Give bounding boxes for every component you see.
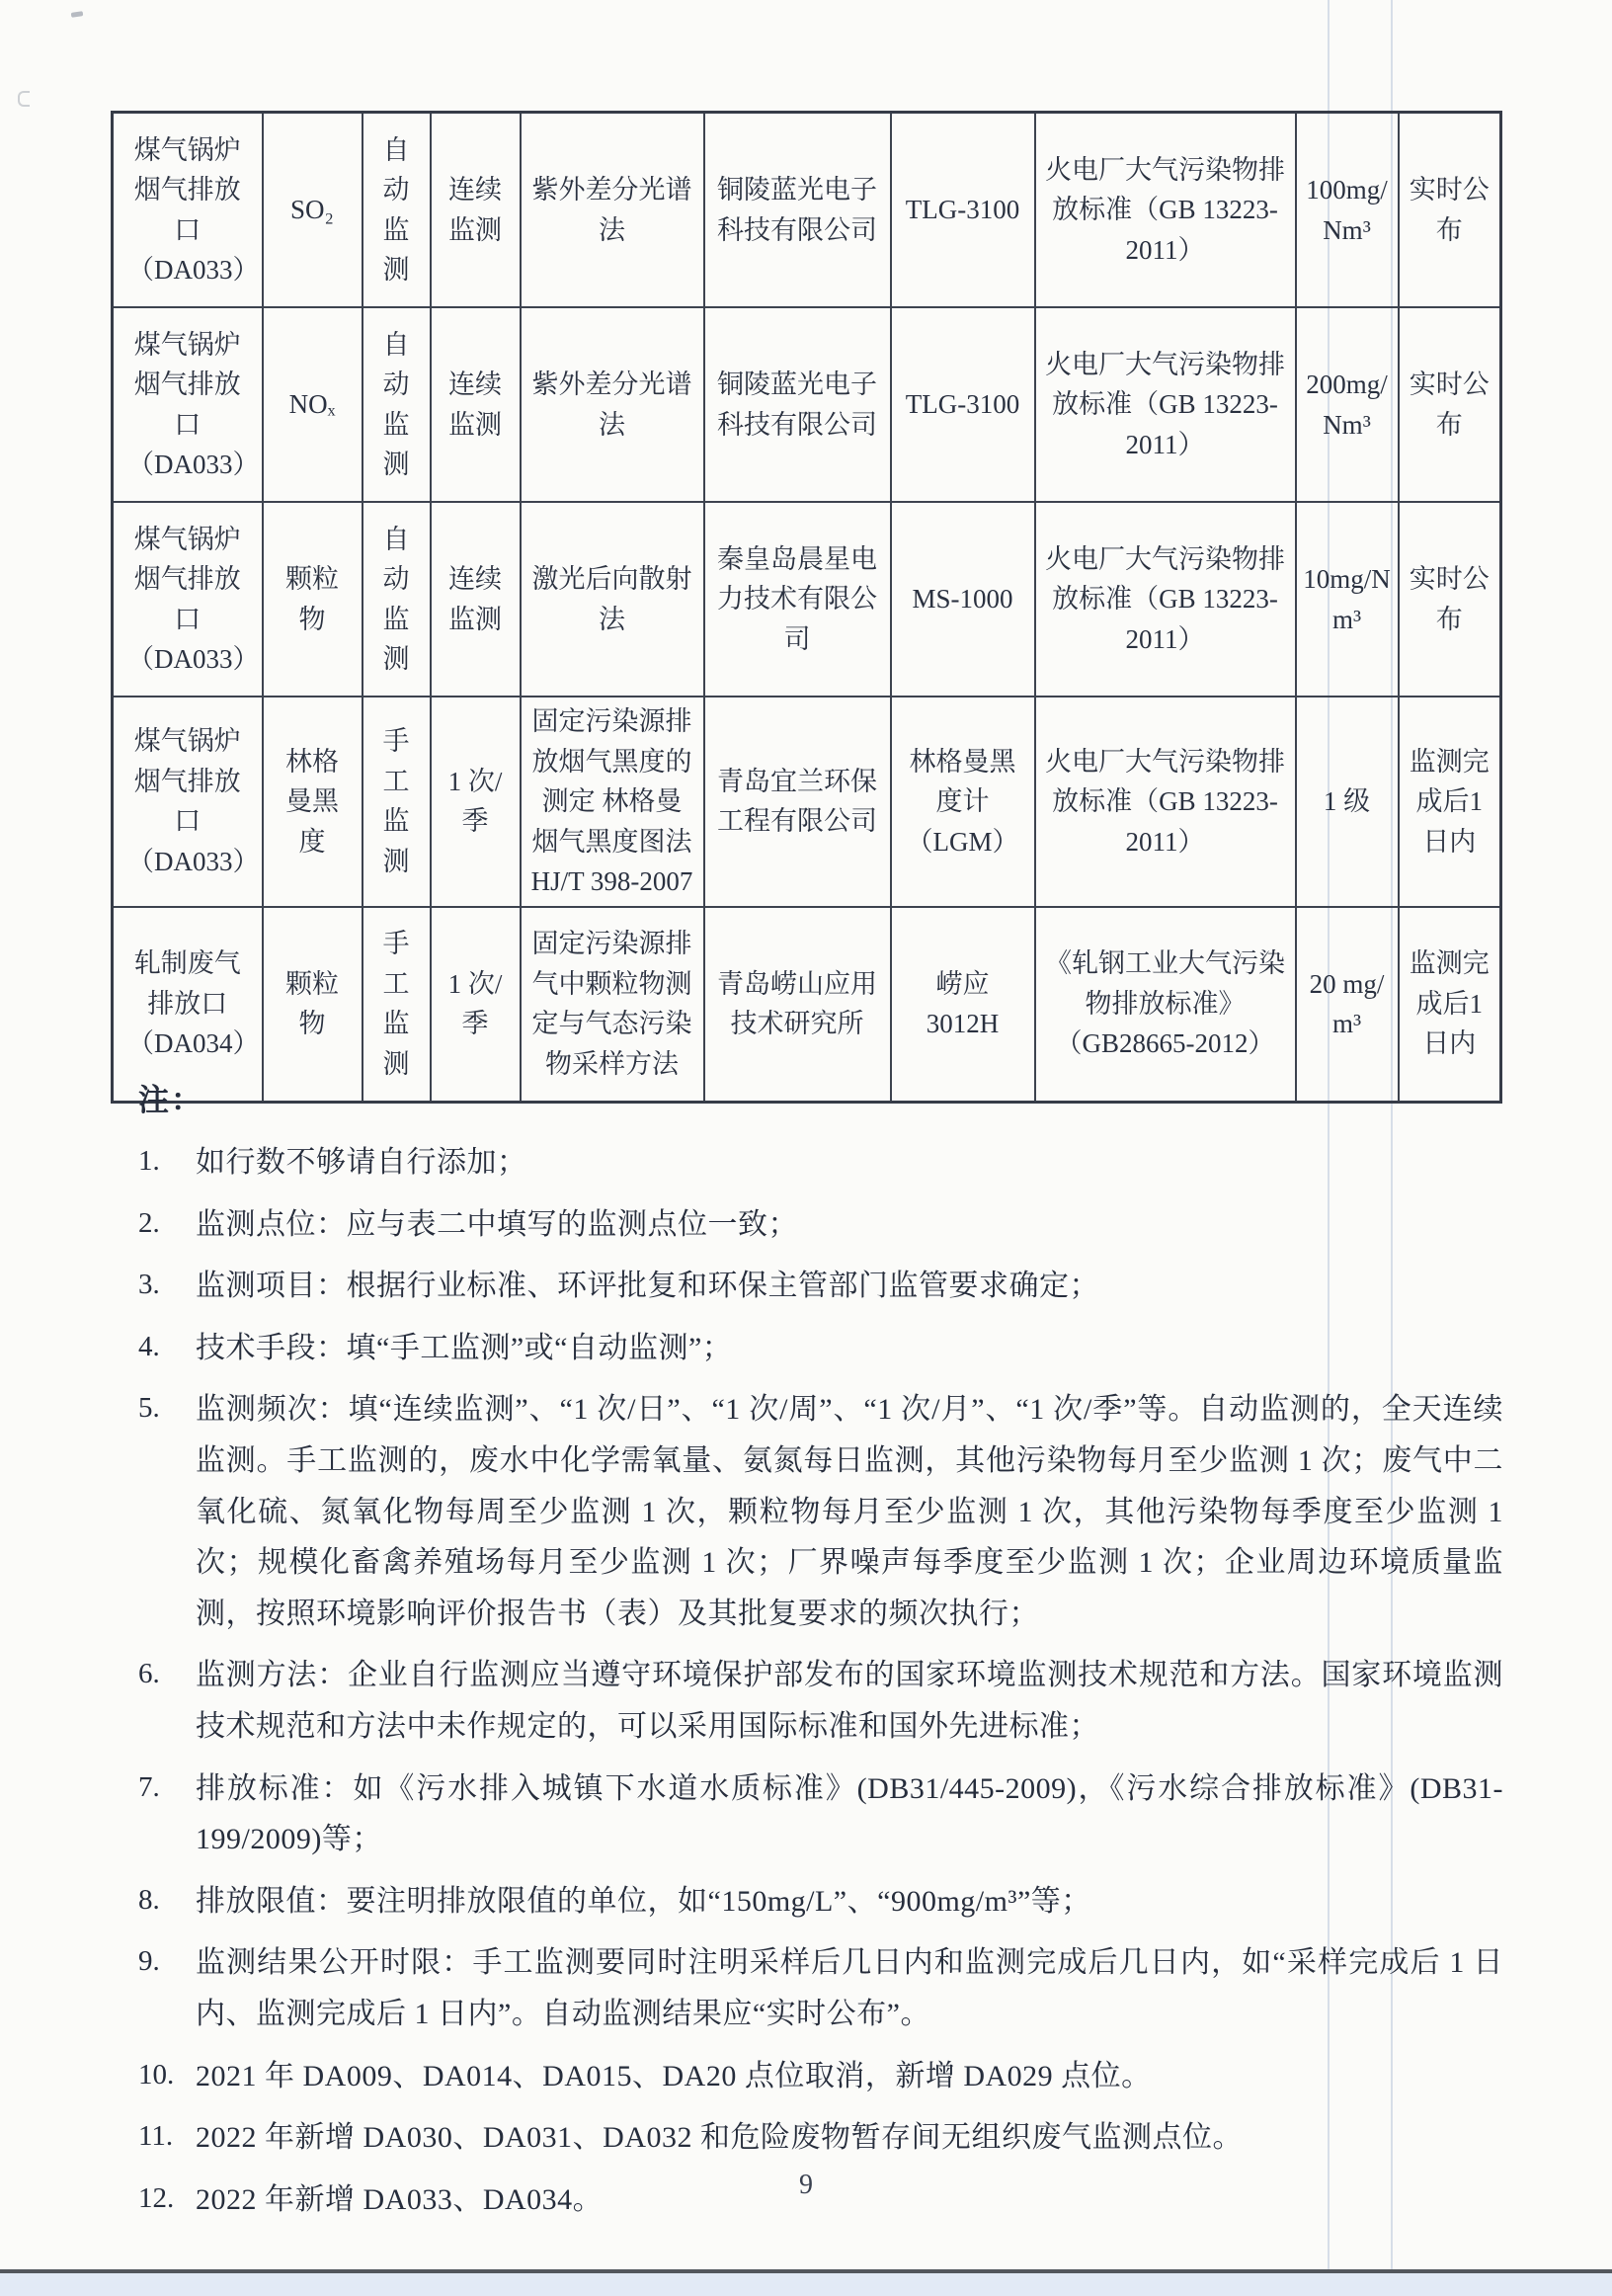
table-cell: 手工监测 [363,907,431,1103]
table-cell: TLG-3100 [891,113,1035,308]
table-cell: 煤气锅炉烟气排放口（DA033） [113,697,263,907]
table-cell: 紫外差分光谱法 [521,307,704,502]
table-cell: 200mg/Nm³ [1296,307,1399,502]
notes-section [138,1075,1503,2236]
table-cell: 轧制废气排放口（DA034） [113,907,263,1103]
table-cell: TLG-3100 [891,307,1035,502]
table-cell: NOₓ [263,307,363,502]
note-item [138,1261,1503,1312]
table-row [113,907,1501,1103]
table-cell: 火电厂大气污染物排放标准（GB 13223-2011） [1035,307,1296,502]
note-number: 3. [138,1269,160,1301]
table-cell: 秦皇岛晨星电力技术有限公司 [704,502,891,697]
note-item [138,1876,1503,1927]
table-cell: 100mg/Nm³ [1296,113,1399,308]
note-item [138,1763,1503,1865]
table-cell: 连续监测 [431,113,521,308]
scanner-bed-strip [0,2273,1612,2296]
table-cell: 颗粒物 [263,907,363,1103]
table-cell: 铜陵蓝光电子科技有限公司 [704,113,891,308]
table-cell: SO₂ [263,113,363,308]
note-text: 监测点位：应与表二中填写的监测点位一致； [196,1207,798,1241]
table-cell: 自动监测 [363,113,431,308]
table-cell: 紫外差分光谱法 [521,113,704,308]
note-item [138,1650,1503,1752]
note-number: 10. [138,2058,175,2091]
note-text: 2021 年 DA009、DA014、DA015、DA20 点位取消，新增 DA029 点位。 [196,2059,1152,2092]
table-cell: 监测完成后1日内 [1399,907,1501,1103]
note-number: 5. [138,1392,160,1425]
table-cell: 10mg/Nm³ [1296,502,1399,697]
note-text: 监测方法：企业自行监测应当遵守环境保护部发布的国家环境监测技术规范和方法。国家环境监测技术规范和方法中未作规定的，可以采用国际标准和国外先进标准； [196,1659,1503,1743]
table-row [113,113,1501,308]
note-text: 监测项目：根据行业标准、环评批复和环保主管部门监管要求确定； [196,1270,1099,1303]
note-text: 排放标准：如《污水排入城镇下水道水质标准》(DB31/445-2009)，《污水综合排放标准》(DB31-199/2009)等； [196,1771,1503,1856]
note-number: 4. [138,1330,160,1362]
table-cell: 自动监测 [363,502,431,697]
table-cell: 青岛崂山应用技术研究所 [704,907,891,1103]
table-cell: 崂应 3012H [891,907,1035,1103]
table-cell: 煤气锅炉烟气排放口（DA033） [113,113,263,308]
table-cell: 实时公布 [1399,113,1501,308]
table-cell: 煤气锅炉烟气排放口（DA033） [113,307,263,502]
note-text: 如行数不够请自行添加； [196,1146,527,1179]
table-row [113,697,1501,907]
table-cell: 连续监测 [431,502,521,697]
table-cell: 手工监测 [363,697,431,907]
note-text: 2022 年新增 DA033、DA034。 [196,2182,604,2216]
table-cell: 固定污染源排放烟气黑度的测定 林格曼烟气黑度图法 HJ/T 398-2007 [521,697,704,907]
note-item [138,2051,1503,2102]
table-cell: 煤气锅炉烟气排放口（DA033） [113,502,263,697]
table-cell: 监测完成后1日内 [1399,697,1501,907]
table-cell: 固定污染源排气中颗粒物测定与气态污染物采样方法 [521,907,704,1103]
table-cell: 火电厂大气污染物排放标准（GB 13223-2011） [1035,113,1296,308]
table-cell: 颗粒物 [263,502,363,697]
page-number: 9 [799,2170,813,2200]
table-cell: MS-1000 [891,502,1035,697]
note-item [138,1937,1503,2039]
note-number: 8. [138,1883,160,1916]
table-cell: 实时公布 [1399,307,1501,502]
table-cell: 铜陵蓝光电子科技有限公司 [704,307,891,502]
table-cell: 实时公布 [1399,502,1501,697]
note-item [138,1384,1503,1639]
table-cell: 1 次/季 [431,697,521,907]
note-text: 2022 年新增 DA030、DA031、DA032 和危险废物暂存间无组织废气监测点位。 [196,2121,1243,2155]
note-text: 技术手段：填“手工监测”或“自动监测”； [196,1331,733,1364]
table-cell: 连续监测 [431,307,521,502]
note-item [138,2112,1503,2164]
note-item [138,1137,1503,1189]
table-cell: 林格曼黑度计（LGM） [891,697,1035,907]
note-item [138,1199,1503,1251]
table-cell: 自动监测 [363,307,431,502]
table-cell: 20 mg/m³ [1296,907,1399,1103]
scan-noise-mark [71,11,84,18]
table-cell: 1 级 [1296,697,1399,907]
note-text: 监测频次：填“连续监测”、“1 次/日”、“1 次/周”、“1 次/月”、“1 次/季”等。自动监测的，全天连续监测。手工监测的，废水中化学需氧量、氨氮每日监测，其他污染物每月至少监测 1 次；废气中二氧化硫、氮氧化物每周至少监测 1 次，颗粒物每月至少监测 1 次，其他污染物每季度至少监测 1 次；规模化畜禽养殖场每月至少监测 1 次；厂界噪声每季度至少监测 1 次；企业周边环境质量监测，按照环境影响评价报告书（表）及其批复要求的频次执行； [196,1393,1503,1630]
table-cell: 激光后向散射法 [521,502,704,697]
note-number: 1. [138,1145,160,1177]
self-monitoring-table [111,111,1502,1104]
note-number: 12. [138,2181,175,2214]
notes-heading: 注： [138,1083,203,1117]
note-number: 9. [138,1945,160,1978]
table-cell: 1 次/季 [431,907,521,1103]
note-number: 6. [138,1658,160,1690]
note-number: 7. [138,1770,160,1803]
table-cell: 火电厂大气污染物排放标准（GB 13223-2011） [1035,697,1296,907]
note-item [138,1323,1503,1374]
notes-list [138,1137,1503,2225]
scan-noise-mark [18,91,30,107]
table-row [113,307,1501,502]
table-cell: 《轧钢工业大气污染物排放标准》（GB28665-2012） [1035,907,1296,1103]
note-text: 监测结果公开时限：手工监测要同时注明采样后几日内和监测完成后几日内，如“采样完成后 1 日内、监测完成后 1 日内”。自动监测结果应“实时公布”。 [196,1946,1503,2030]
table-cell: 青岛宜兰环保工程有限公司 [704,697,891,907]
note-number: 11. [138,2120,174,2153]
table-cell: 林格曼黑度 [263,697,363,907]
table-row [113,502,1501,697]
note-number: 2. [138,1206,160,1239]
note-text: 排放限值：要注明排放限值的单位，如“150mg/L”、“900mg/m³”等； [196,1884,1091,1918]
table-cell: 火电厂大气污染物排放标准（GB 13223-2011） [1035,502,1296,697]
